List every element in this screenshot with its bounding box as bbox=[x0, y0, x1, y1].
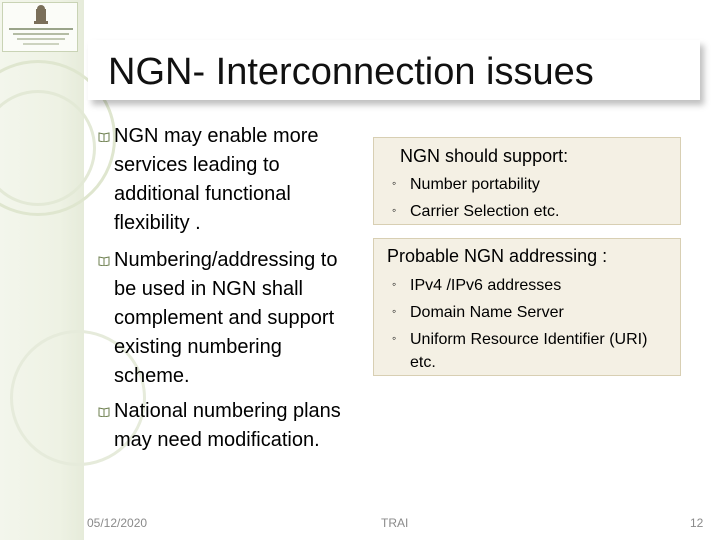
left-bullet-list bbox=[98, 246, 360, 401]
circle-bullet-icon: ◦ bbox=[392, 176, 397, 190]
circle-bullet-icon: ◦ bbox=[392, 203, 397, 217]
left-bullet-list bbox=[98, 122, 360, 248]
box-heading: NGN should support: bbox=[400, 146, 569, 166]
circle-bullet-icon: ◦ bbox=[392, 331, 397, 345]
book-icon bbox=[98, 132, 110, 142]
circle-bullet-icon: ◦ bbox=[392, 304, 397, 318]
item-text: IPv4 /IPv6 addresses bbox=[410, 277, 562, 294]
page-title: NGN- Interconnection issues bbox=[108, 51, 594, 93]
left-bullet-list bbox=[98, 397, 360, 465]
list-item bbox=[392, 170, 540, 198]
footer-date: 05/12/2020 bbox=[87, 516, 148, 530]
item-text: Domain Name Server bbox=[410, 304, 564, 321]
bullet-text: Numbering/addressing to be used in NGN shall complement and support existing numbering scheme. bbox=[114, 249, 338, 387]
page-number: 12 bbox=[690, 516, 704, 530]
circle-bullet-icon: ◦ bbox=[392, 277, 397, 291]
book-icon bbox=[98, 407, 110, 417]
list-item bbox=[98, 122, 360, 238]
box-heading: Probable NGN addressing : bbox=[387, 246, 608, 266]
item-text: Uniform Resource Identifier (URI) bbox=[410, 331, 648, 348]
book-icon bbox=[98, 256, 110, 266]
list-item bbox=[98, 397, 360, 455]
footer-center: TRAI bbox=[381, 516, 409, 530]
item-text: Carrier Selection etc. bbox=[410, 203, 560, 220]
item-continuation: etc. bbox=[410, 354, 436, 371]
list-item bbox=[392, 298, 564, 326]
list-item bbox=[98, 246, 360, 391]
list-item bbox=[392, 271, 561, 299]
emblem-logo bbox=[2, 2, 78, 52]
list-item bbox=[392, 197, 559, 225]
ngn-addressing-box bbox=[373, 238, 681, 376]
item-text: Number portability bbox=[410, 176, 540, 193]
bullet-text: NGN may enable more services leading to additional functional flexibility . bbox=[114, 125, 319, 234]
ngn-support-box bbox=[373, 137, 681, 225]
list-item bbox=[392, 325, 647, 373]
bullet-text: National numbering plans may need modification. bbox=[114, 400, 341, 451]
